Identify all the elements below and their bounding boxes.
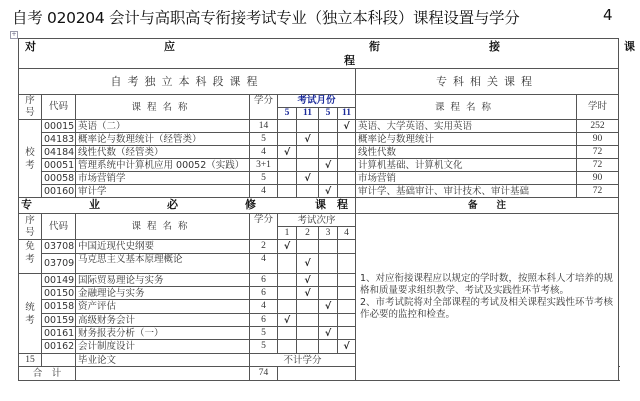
course-code: 00015 bbox=[42, 120, 76, 133]
check-mark: √ bbox=[338, 340, 356, 354]
order-cell bbox=[338, 287, 356, 300]
self-section-title: 自考独立本科段课程 bbox=[19, 69, 356, 95]
course-table bbox=[18, 38, 635, 381]
order-cell bbox=[278, 274, 297, 287]
month-cell bbox=[319, 146, 338, 159]
order-cell bbox=[278, 327, 297, 340]
course-row bbox=[19, 185, 619, 198]
group-label: 免考 bbox=[19, 240, 42, 274]
order-cell bbox=[278, 287, 297, 300]
banner-char: 接 bbox=[489, 40, 500, 53]
order-cell bbox=[297, 240, 319, 254]
col-seq: 序号 bbox=[19, 214, 42, 240]
course-credit: 6 bbox=[250, 274, 278, 287]
month-cell bbox=[297, 185, 319, 198]
related-course-name: 概率论与数理统计 bbox=[356, 133, 577, 146]
col-months: 考试月份 bbox=[278, 95, 356, 108]
course-code: 00149 bbox=[42, 274, 76, 287]
related-hours: 72 bbox=[577, 146, 619, 159]
course-credit: 5 bbox=[250, 327, 278, 340]
order-cell bbox=[338, 300, 356, 314]
banner-cell bbox=[19, 39, 635, 69]
month-cell bbox=[297, 159, 319, 172]
month-header: 11 bbox=[297, 108, 319, 120]
col-credit: 学分 bbox=[250, 95, 278, 120]
check-mark: √ bbox=[297, 172, 319, 185]
course-code: 00160 bbox=[42, 185, 76, 198]
major-banner-char: 必 bbox=[167, 198, 178, 211]
course-name: 市场营销学 bbox=[76, 172, 250, 185]
course-code: 00159 bbox=[42, 314, 76, 327]
month-cell bbox=[338, 146, 356, 159]
banner-char: 衔 bbox=[369, 40, 380, 53]
check-mark: √ bbox=[297, 274, 319, 287]
header-row bbox=[19, 214, 619, 227]
course-name: 英语（二） bbox=[76, 120, 250, 133]
order-cell bbox=[278, 300, 297, 314]
course-credit: 5 bbox=[250, 133, 278, 146]
thesis-name: 毕业论文 bbox=[76, 354, 250, 367]
month-cell bbox=[278, 159, 297, 172]
month-header: 5 bbox=[319, 108, 338, 120]
course-code: 00058 bbox=[42, 172, 76, 185]
check-mark: √ bbox=[297, 287, 319, 300]
col-code: 代码 bbox=[42, 95, 76, 120]
course-credit: 5 bbox=[250, 340, 278, 354]
order-cell bbox=[338, 274, 356, 287]
check-mark: √ bbox=[297, 254, 319, 274]
header-row bbox=[19, 95, 619, 108]
check-mark: √ bbox=[297, 133, 319, 146]
month-cell bbox=[319, 172, 338, 185]
course-credit: 6 bbox=[250, 314, 278, 327]
major-banner-cell bbox=[19, 198, 356, 214]
course-code: 04184 bbox=[42, 146, 76, 159]
month-cell bbox=[278, 172, 297, 185]
related-course-name: 英语、大学英语、实用英语 bbox=[356, 120, 577, 133]
course-row bbox=[19, 120, 619, 133]
related-hours: 72 bbox=[577, 185, 619, 198]
course-name: 线性代数（经管类） bbox=[76, 146, 250, 159]
group-label: 校考 bbox=[19, 120, 42, 198]
check-mark: √ bbox=[319, 185, 338, 198]
course-code: 00161 bbox=[42, 327, 76, 340]
course-code: 04183 bbox=[42, 133, 76, 146]
check-mark: √ bbox=[278, 240, 297, 254]
order-cell bbox=[297, 314, 319, 327]
banner-char: 应 bbox=[164, 40, 175, 53]
order-cell bbox=[319, 274, 338, 287]
col-name: 课程名称 bbox=[76, 95, 250, 120]
order-header: 4 bbox=[338, 227, 356, 240]
order-header: 3 bbox=[319, 227, 338, 240]
course-row bbox=[19, 159, 619, 172]
major-banner-row bbox=[19, 198, 619, 214]
month-cell bbox=[278, 120, 297, 133]
related-hours: 72 bbox=[577, 159, 619, 172]
col-seq: 序号 bbox=[19, 95, 42, 120]
check-mark: √ bbox=[319, 159, 338, 172]
check-mark: √ bbox=[338, 120, 356, 133]
course-name: 高级财务会计 bbox=[76, 314, 250, 327]
month-cell bbox=[319, 120, 338, 133]
month-cell bbox=[278, 133, 297, 146]
order-cell bbox=[297, 340, 319, 354]
total-empty bbox=[278, 367, 356, 381]
major-banner-char: 程 bbox=[337, 198, 348, 211]
order-cell bbox=[319, 314, 338, 327]
course-name: 概率论与数理统计（经管类） bbox=[76, 133, 250, 146]
course-name: 国际贸易理论与实务 bbox=[76, 274, 250, 287]
course-credit: 3+1 bbox=[250, 159, 278, 172]
note-line: 1、对应衔接课程应以规定的学时数，按照本科人才培养的规格和质量要求组织教学、考试及实践性环节考核。 bbox=[360, 273, 614, 296]
thesis-credit: 不计学分 bbox=[250, 354, 356, 367]
course-name: 会计制度设计 bbox=[76, 340, 250, 354]
course-name: 审计学 bbox=[76, 185, 250, 198]
table-move-handle-icon[interactable]: + bbox=[11, 31, 17, 38]
related-course-name: 计算机基础、计算机文化 bbox=[356, 159, 577, 172]
major-banner-char: 修 bbox=[245, 198, 256, 211]
col-name: 课程名称 bbox=[76, 214, 250, 240]
banner-row bbox=[19, 39, 619, 69]
order-cell bbox=[297, 300, 319, 314]
related-hours: 90 bbox=[577, 172, 619, 185]
course-code: 03708 bbox=[42, 240, 76, 254]
course-code: 00051 bbox=[42, 159, 76, 172]
course-name: 金融理论与实务 bbox=[76, 287, 250, 300]
month-header: 11 bbox=[338, 108, 356, 120]
related-hours: 252 bbox=[577, 120, 619, 133]
total-label: 合 计 bbox=[19, 367, 76, 381]
course-code: 00162 bbox=[42, 340, 76, 354]
document-title: 自考 020204 会计与高职高专衔接考试专业（独立本科段）课程设置与学分 bbox=[12, 9, 520, 27]
month-cell bbox=[278, 185, 297, 198]
thesis-code bbox=[42, 354, 76, 367]
col-order: 考试次序 bbox=[278, 214, 356, 227]
order-cell bbox=[338, 327, 356, 340]
course-credit: 2 bbox=[250, 240, 278, 254]
order-header: 2 bbox=[297, 227, 319, 240]
course-credit: 4 bbox=[250, 185, 278, 198]
order-cell bbox=[319, 254, 338, 274]
banner-char: 课 bbox=[624, 40, 635, 53]
check-mark: √ bbox=[319, 300, 338, 314]
total-name bbox=[76, 367, 250, 381]
major-banner-char: 专 bbox=[21, 198, 32, 211]
related-course-name: 审计学、基础审计、审计技术、审计基础 bbox=[356, 185, 577, 198]
course-code: 00150 bbox=[42, 287, 76, 300]
month-cell bbox=[319, 133, 338, 146]
notes-title: 备 注 bbox=[356, 198, 619, 214]
banner-char: 对 bbox=[25, 40, 36, 53]
order-cell bbox=[278, 340, 297, 354]
month-cell bbox=[338, 159, 356, 172]
course-credit: 4 bbox=[250, 254, 278, 274]
order-cell bbox=[278, 254, 297, 274]
related-course-name: 线性代数 bbox=[356, 146, 577, 159]
check-mark: √ bbox=[278, 146, 297, 159]
related-hours: 90 bbox=[577, 133, 619, 146]
course-name: 中国近现代史纲要 bbox=[76, 240, 250, 254]
order-cell bbox=[319, 340, 338, 354]
course-name: 财务报表分析（一） bbox=[76, 327, 250, 340]
col-related-name: 课程名称 bbox=[356, 95, 577, 120]
month-cell bbox=[297, 120, 319, 133]
order-cell bbox=[338, 254, 356, 274]
related-course-name: 市场营销 bbox=[356, 172, 577, 185]
course-name: 资产评估 bbox=[76, 300, 250, 314]
month-cell bbox=[338, 133, 356, 146]
section-title-row bbox=[19, 69, 619, 95]
month-cell bbox=[338, 185, 356, 198]
course-credit: 4 bbox=[250, 146, 278, 159]
major-banner-char: 业 bbox=[89, 198, 100, 211]
order-header: 1 bbox=[278, 227, 297, 240]
course-name: 马克思主义基本原理概论 bbox=[76, 254, 250, 274]
col-code: 代码 bbox=[42, 214, 76, 240]
course-code: 03709 bbox=[42, 254, 76, 274]
course-row bbox=[19, 172, 619, 185]
order-cell bbox=[338, 314, 356, 327]
order-cell bbox=[319, 240, 338, 254]
notes-body bbox=[356, 214, 619, 381]
course-row bbox=[19, 146, 619, 159]
order-cell bbox=[338, 240, 356, 254]
order-cell bbox=[319, 287, 338, 300]
course-row bbox=[19, 133, 619, 146]
course-credit: 6 bbox=[250, 287, 278, 300]
order-cell bbox=[297, 327, 319, 340]
course-name: 管理系统中计算机应用 00052（实践） bbox=[76, 159, 250, 172]
col-credit: 学分 bbox=[250, 214, 278, 240]
page-number: 4 bbox=[603, 6, 613, 24]
month-cell bbox=[338, 172, 356, 185]
total-credit: 74 bbox=[250, 367, 278, 381]
month-header: 5 bbox=[278, 108, 297, 120]
group-label: 统考 bbox=[19, 274, 42, 354]
course-credit: 4 bbox=[250, 300, 278, 314]
course-credit: 5 bbox=[250, 172, 278, 185]
banner-char: 程 bbox=[344, 54, 355, 67]
col-hours: 学时 bbox=[577, 95, 619, 120]
related-section-title: 专科相关课程 bbox=[356, 69, 619, 95]
course-credit: 14 bbox=[250, 120, 278, 133]
check-mark: √ bbox=[278, 314, 297, 327]
note-line: 2、市考试院将对全部课程的考试及相关课程实践性环节考核作必要的监控和检查。 bbox=[360, 297, 614, 320]
month-cell bbox=[297, 146, 319, 159]
check-mark: √ bbox=[319, 327, 338, 340]
major-banner-char: 课 bbox=[315, 198, 326, 211]
course-code: 00158 bbox=[42, 300, 76, 314]
thesis-seq: 15 bbox=[19, 354, 42, 367]
